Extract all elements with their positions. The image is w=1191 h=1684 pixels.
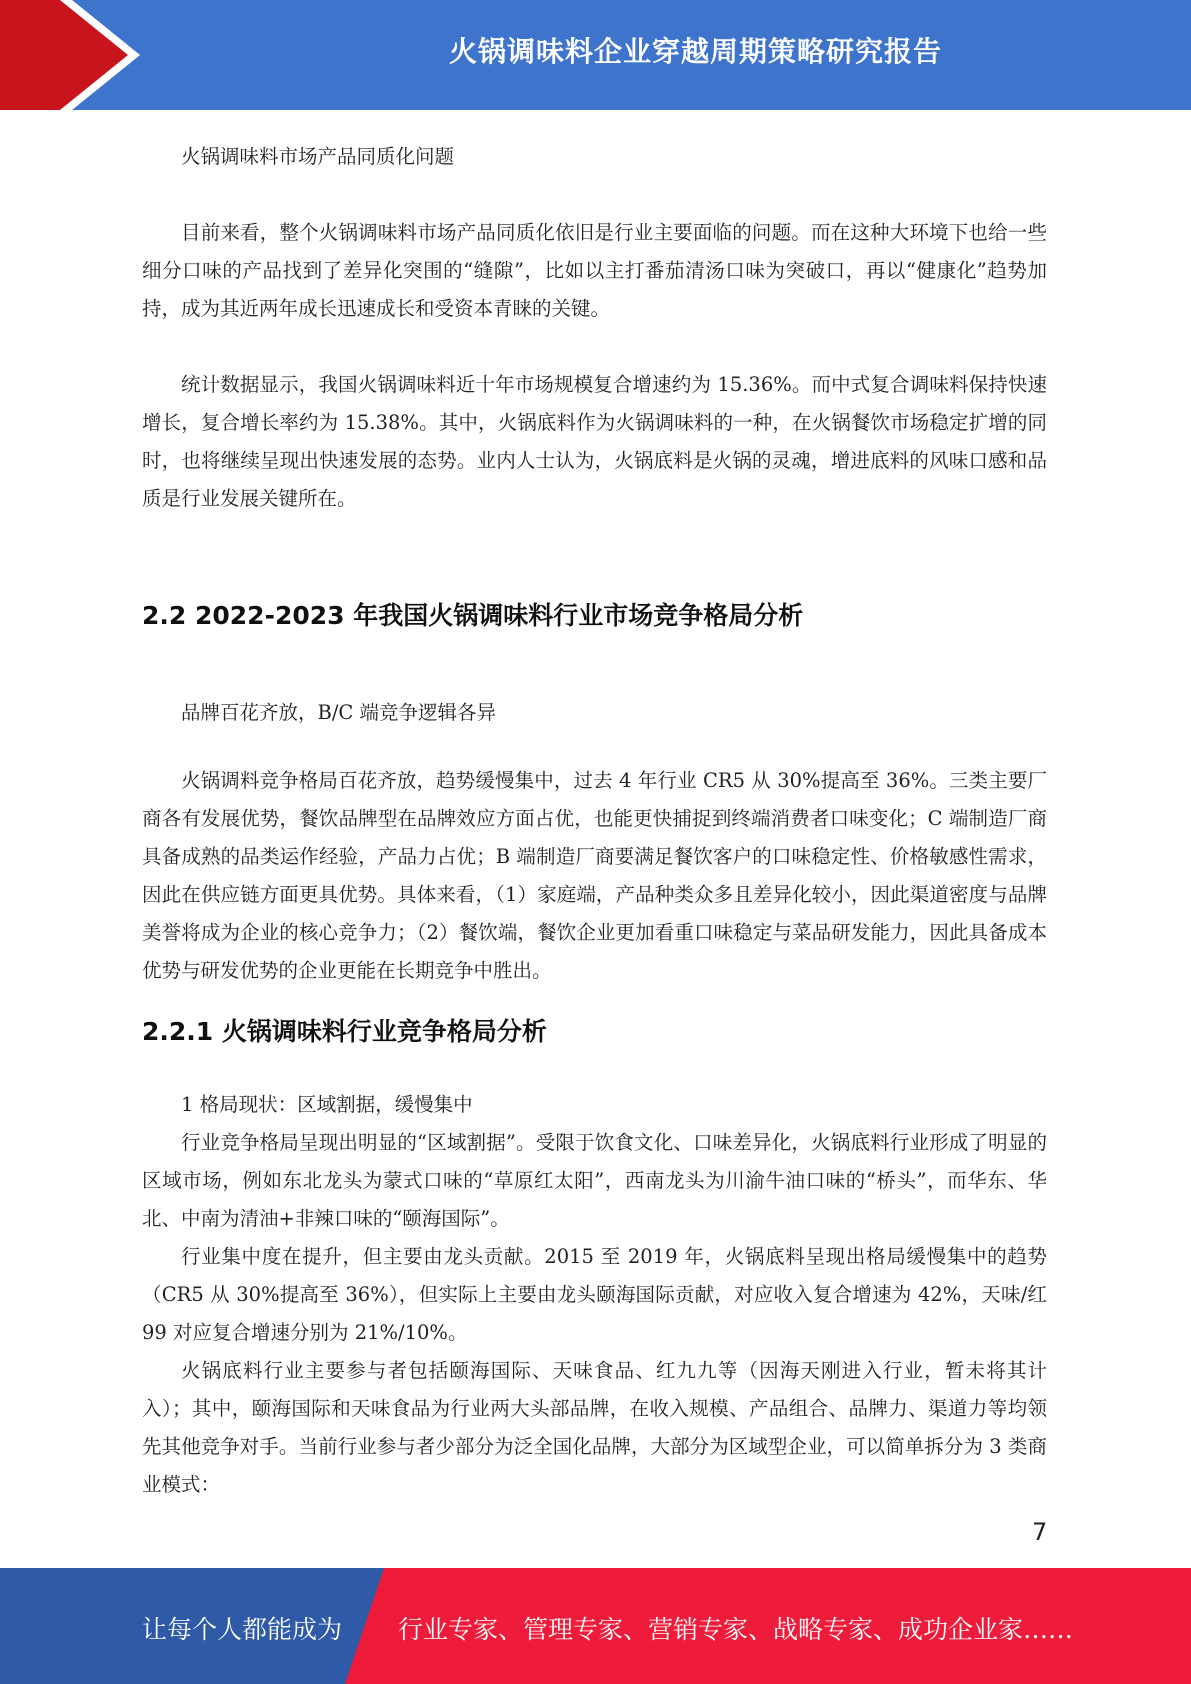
footer-slogan-left: 让每个人都能成为 [142, 1615, 343, 1644]
paragraph-participants: 火锅底料行业主要参与者包括颐海国际、天味食品、红九九等（因海天刚进入行业，暂未将其计入）；其中，颐海国际和天味食品为行业两大头部品牌，在收入规模、产品组合、品牌力、渠道力等均领先其他竞争对手。当前行业参与者少部分为泛全国化品牌，大部分为区域型企业，可以简单拆分为 3 类商业模式： [142, 1359, 1047, 1496]
page-header [0, 0, 1191, 110]
subsection-lead-status: 1 格局现状：区域割据，缓慢集中 [181, 1093, 473, 1116]
paragraph-competition: 火锅调料竞争格局百花齐放，趋势缓慢集中，过去 4 年行业 CR5 从 30%提高至 36%。三类主要厂商各有发展优势，餐饮品牌型在品牌效应方面占优，也能更快捕捉到终端消费者口味变化；C 端制造厂商具备成熟的品类运作经验，产品力占优；B 端制造厂商要满足餐饮客户的口味稳定性、价格敏感性需求，因此在供应链方面更具优势。具体来看，（1）家庭端，产品种类众多且差异化较小，因此渠道密度与品牌美誉将成为企业的核心竞争力；（2）餐饮端，餐饮企业更加看重口味稳定与菜品研发能力，因此具备成本优势与研发优势的企业更能在长期竞争中胜出。 [142, 769, 1047, 982]
paragraph-regional: 行业竞争格局呈现出明显的“区域割据”。受限于饮食文化、口味差异化，火锅底料行业形成了明显的区域市场，例如东北龙头为蒙式口味的“草原红太阳”，西南龙头为川渝牛油口味的“桥头”，而华东、华北、中南为清油+非辣口味的“颐海国际”。 [142, 1131, 1047, 1230]
subsection-lead-homogenization: 火锅调味料市场产品同质化问题 [181, 145, 455, 168]
paragraph-concentration: 行业集中度在提升，但主要由龙头贡献。2015 至 2019 年，火锅底料呈现出格局缓慢集中的趋势（CR5 从 30%提高至 36%），但实际上主要由龙头颐海国际贡献，对应收入复合增速为 42%，天味/红 99 对应复合增速分别为 21%/10%。 [142, 1245, 1047, 1344]
section-heading-2-2-1: 2.2.1 火锅调味料行业竞争格局分析 [142, 1017, 547, 1046]
section-heading-2-2: 2.2 2022-2023 年我国火锅调味料行业市场竞争格局分析 [142, 601, 804, 630]
paragraph-homogenization: 目前来看，整个火锅调味料市场产品同质化依旧是行业主要面临的问题。而在这种大环境下也给一些细分口味的产品找到了差异化突围的“缝隙”，比如以主打番茄清汤口味为突破口，再以“健康化”趋势加持，成为其近两年成长迅速成长和受资本青睐的关键。 [142, 221, 1047, 320]
page-footer [0, 1568, 1191, 1684]
page-number: 7 [1032, 1518, 1048, 1546]
footer-slogan-right: 行业专家、管理专家、营销专家、战略专家、成功企业家…… [398, 1615, 1074, 1644]
paragraph-statistics: 统计数据显示，我国火锅调味料近十年市场规模复合增速约为 15.36%。而中式复合调味料保持快速增长，复合增长率约为 15.38%。其中，火锅底料作为火锅调味料的一种，在火锅餐饮市场稳定扩增的同时，也将继续呈现出快速发展的态势。业内人士认为，火锅底料是火锅的灵魂，增进底料的风味口感和品质是行业发展关键所在。 [142, 373, 1047, 510]
subsection-lead-brands: 品牌百花齐放，B/C 端竞争逻辑各异 [181, 701, 497, 724]
page-content [142, 130, 1047, 1504]
report-title: 火锅调味料企业穿越周期策略研究报告 [448, 35, 942, 68]
